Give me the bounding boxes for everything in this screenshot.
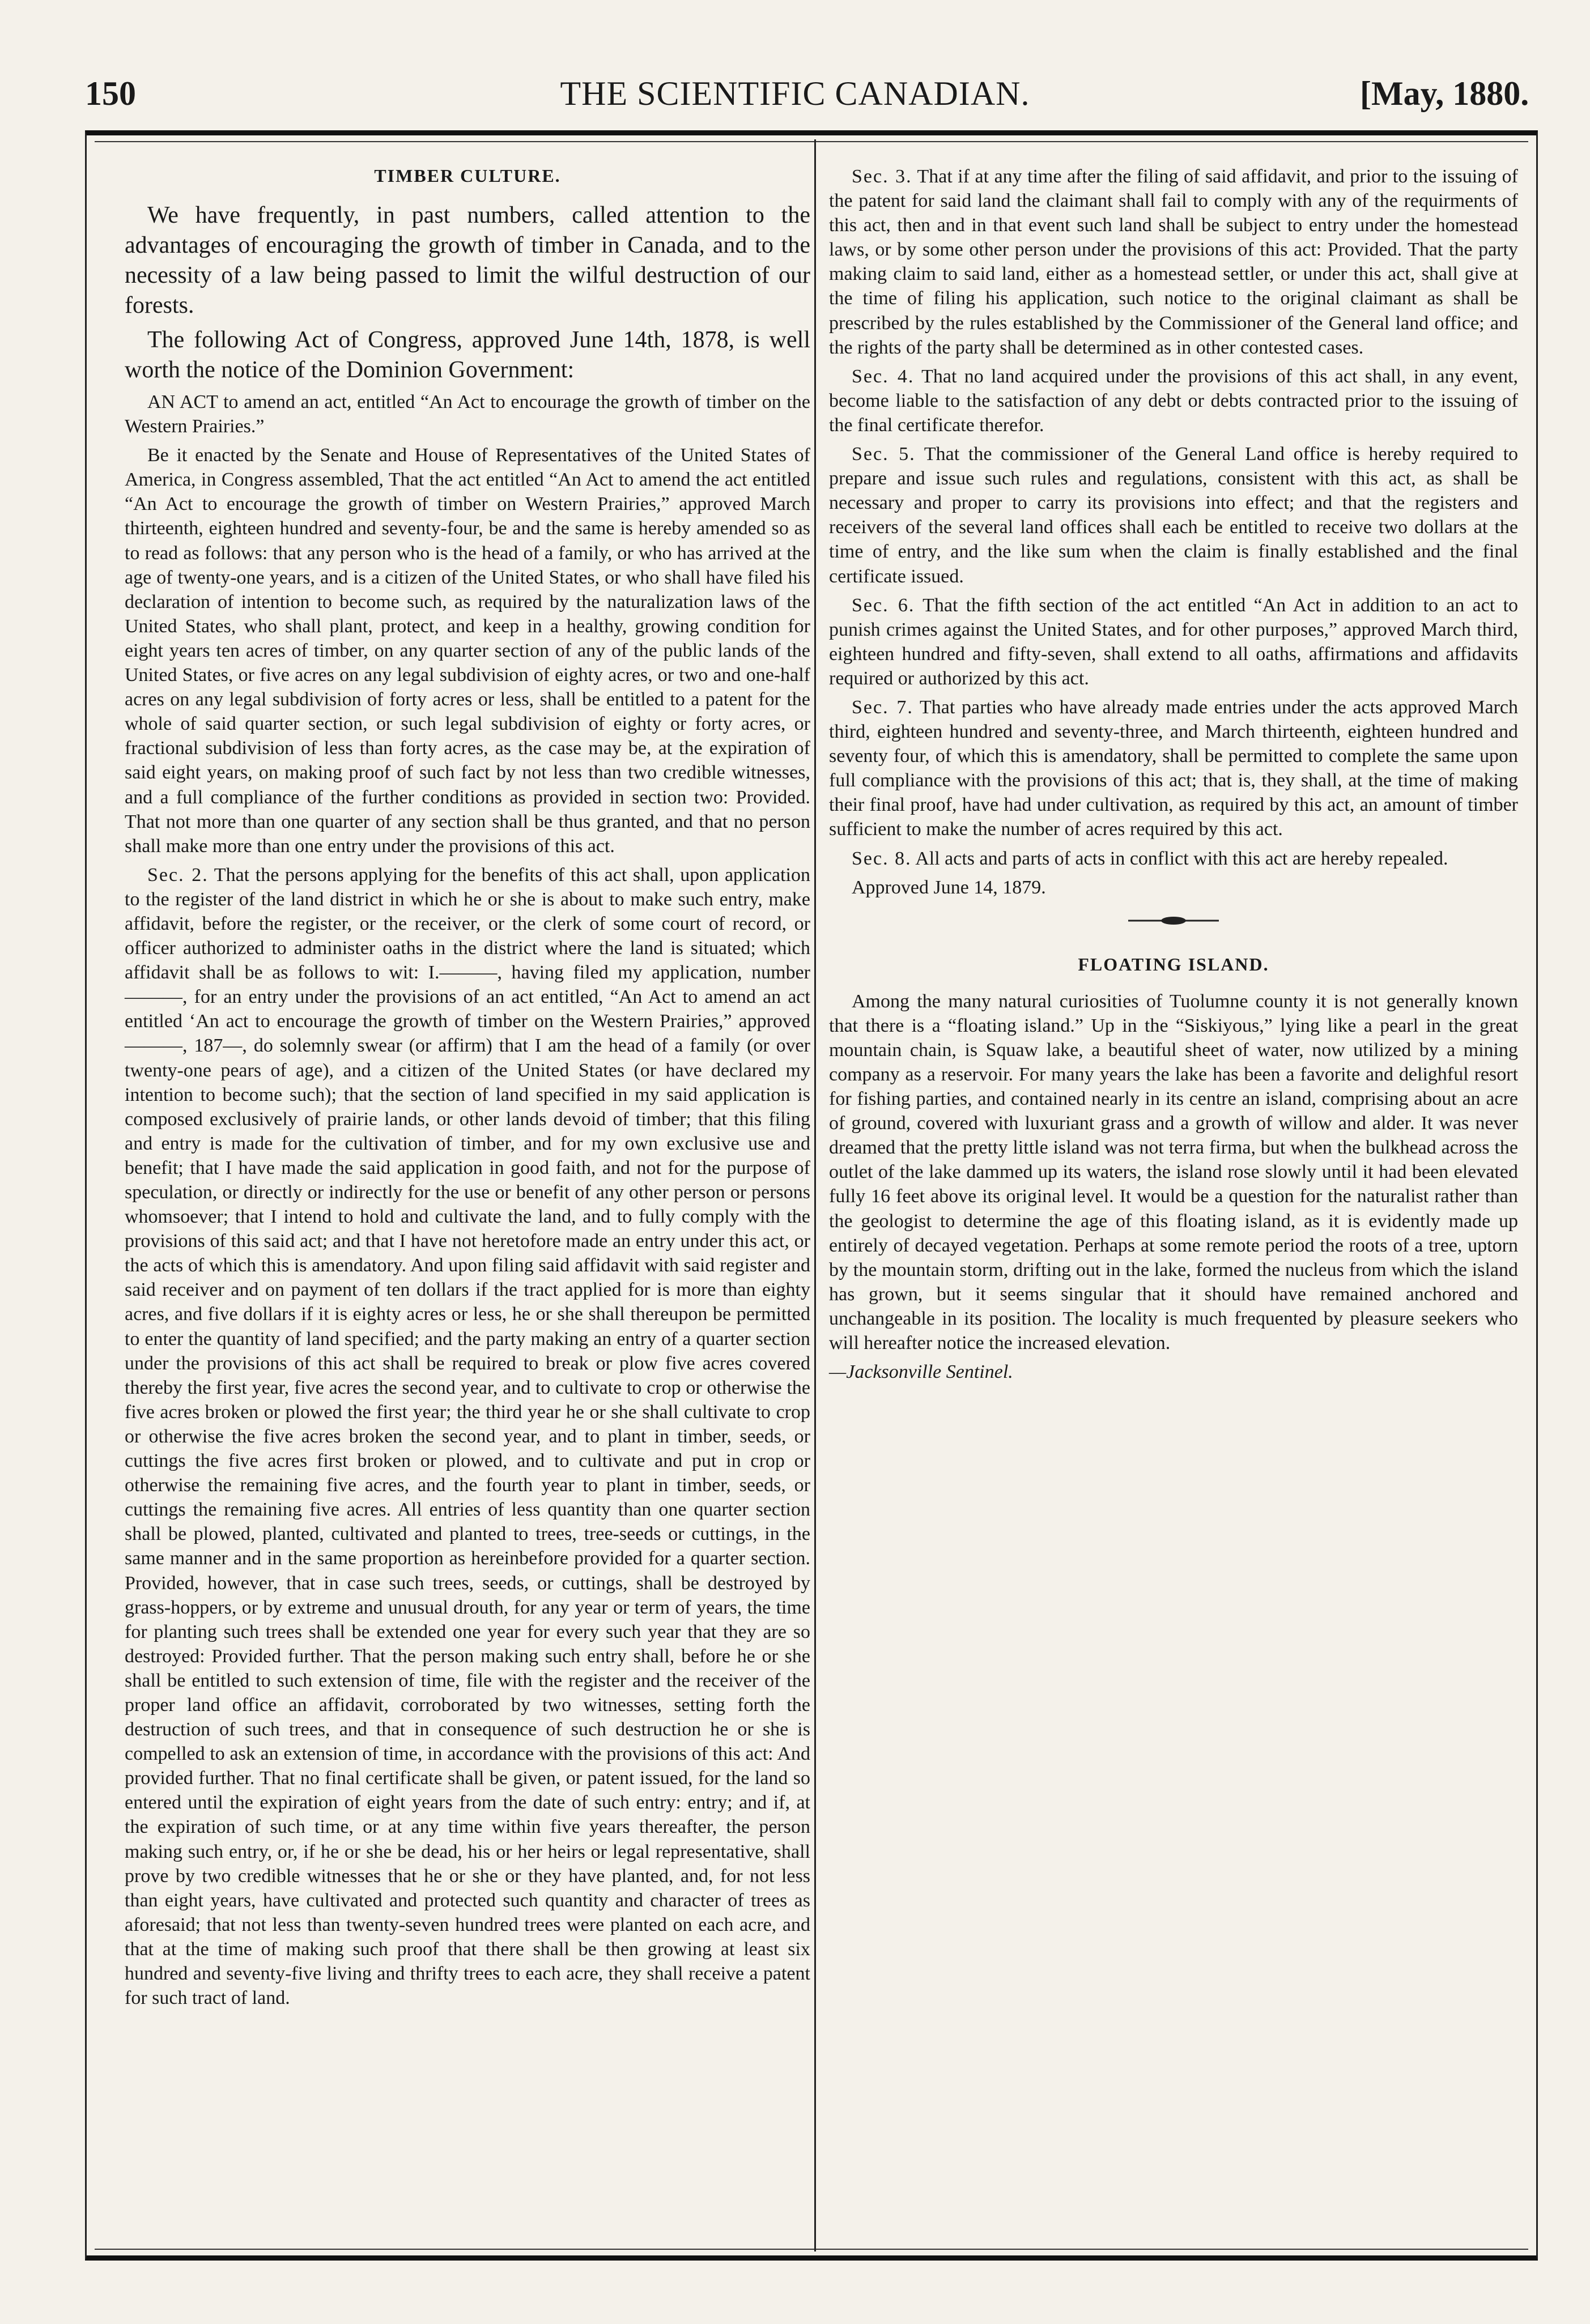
act-section-4 — [829, 364, 1518, 437]
section-5-label: Sec. 5. — [852, 444, 916, 465]
column-left — [125, 164, 810, 2015]
column-right — [829, 164, 1518, 1389]
act-section-2 — [125, 863, 810, 2010]
section-6-label: Sec. 6. — [852, 594, 915, 616]
section-8-label: Sec. 8. — [852, 848, 912, 869]
act-section-8 — [829, 846, 1518, 871]
page-header — [0, 0, 1590, 130]
section-5-text: That the commissioner of the General Land office is hereby required to prepare and issue such rules and regulations, consistent with this act, as shall be necessary and proper to carry its provisions into effect; and that the registers and receivers of the several land offices shall each be entitled to receive two dollars at the time of entry, and the like sum when the claim is finally established and the final certificate issued. — [829, 444, 1519, 587]
approved-date: Approved June 14, 1879. — [852, 876, 1046, 898]
act-section-6 — [829, 593, 1518, 691]
act-section-7 — [829, 695, 1518, 842]
section-2-text: That the persons applying for the benefits of this act shall, upon application to the register of the land district in which he or she is about to make such entry, make affidavit, before the register, or the receiver, or the clerk of some court of record, or officer authorized to administer oaths in the district where the land is situated; which affidavit shall be as follows to wit: I.———, having filed my application, number———, for an entry under the provisions of an act entitled, “An Act to amend an act entitled ‘An act to encourage the growth of timber on the Western Prairies,” approved———, 187—, do solemnly swear (or affirm) that I am the head of a family (or over twenty-one pears of age), and a citizen of the United States (or have declared my intention to become such); that the section of land specified in my said application is composed exclusively of prairie lands, or other lands devoid of timber; that this filing and entry is made for the cultivation of timber, and for my own exclusive use and benefit; that I have made the said application in good faith, and not for the purpose of speculation, or directly or indirectly for the use or benefit of any other person or persons whomsoever; that I intend to hold and cultivate the land, and to fully comply with the provisions of this said act; and that I have not heretofore made an entry under this act, or the acts of which this is amendatory. And upon filing said affidavit with said register and said receiver and on payment of ten dollars if the tract applied for is more than eighty acres, and five dollars if it is eighty acres or less, he or she shall thereupon be permitted to enter the quantity of land specified; and the party making an entry of a quarter section under the provisions of this act shall be required to break or plow five acres covered thereby the first year, five acres the second year, and to cultivate to crop or otherwise the five acres broken or plowed the first year; the third year he or she shall cultivate to crop or otherwise the five acres broken the second year, and to plant in timber, seeds, or cuttings the five acres first broken or plowed, and to cultivate and put in crop or otherwise the remaining five acres, and the fourth year to plant in timber, seeds, or cuttings the remaining five acres. All entries of less quantity than one quarter section shall be plowed, planted, cultivated and planted to trees, tree-seeds or cuttings, in the same manner and in the same proportion as hereinbefore provided for a quarter section. Provided, however, that in case such trees, seeds, or cuttings, shall be destroyed by grass-hoppers, or by extreme and unusual drouth, for any year or term of years, the time for planting such trees shall be extended one year for every such year that they are so destroyed: Provided further. That the person making such entry shall, before he or she shall be entitled to such extension of time, file with the register and the receiver of the proper land office an affidavit, corroborated by two witnesses, setting forth the destruction of such trees, and that in consequence of such destruction he or she is compelled to ask an extension of time, in accordance with the provisions of this act: And provided further. That no final certificate shall be given, or patent issued, for the land so entered until the expiration of eight years from the date of such entry: entry; and if, at the expiration of such time, or at any time within five years thereafter, the person making such entry, or, if he or she be dead, his or her heirs or legal representative, shall prove by two credible witnesses that he or she or they have planted, and, for not less than eight years, have cultivated and protected such quantity and character of trees as aforesaid; that not less than twenty-seven hundred trees were planted on each acre, and that at the time of making such proof that there shall be then growing at least six hundred and seventy-five living and thrifty trees to each acre, they shall receive a patent for such tract of land. — [125, 864, 811, 2009]
journal-title: THE SCIENTIFIC CANADIAN. — [560, 75, 1030, 112]
section-4-text: That no land acquired under the provisions of this act shall, in any event, become liable to the satisfaction of any debt or debts contracted prior to the issuing of the final certificate therefor. — [829, 365, 1519, 436]
section-3-label: Sec. 3. — [852, 166, 912, 187]
act-section-3 — [829, 164, 1518, 360]
ornament-divider — [829, 908, 1518, 930]
section-8-text: All acts and parts of acts in conflict with this act are hereby repealed. — [915, 848, 1448, 869]
act-title: AN ACT to amend an act, entitled “An Act to encourage the growth of timber on the Western Prairies.” — [125, 391, 810, 437]
column-divider — [814, 139, 816, 2251]
section-7-label: Sec. 7. — [852, 696, 913, 718]
section-7-text: That parties who have already made entries under the acts approved March third, eighteen hundred and seventy-three, and March thirteenth, eighteen hundred and seventy four, of which this is amendatory, shall be permitted to complete the same upon full compliance with the provisions of this act; that is, they shall, at the time of making their final proof, have had under cultivation, as required by this act, an amount of timber sufficient to make the number of acres required by this act. — [829, 696, 1519, 840]
floating-island-body: Among the many natural curiosities of Tuolumne county it is not generally known that there is a “floating island.” Up in the “Siskiyous,” lying like a pearl in the great mountain chain, is Squaw lake, a beautiful sheet of water, now utilized by a mining company as a reservoir. For many years the lake has been a favorite and delighful resort for fishing parties, and contained nearly in its centre an island, comprising about an acre of ground, covered with luxuriant grass and a growth of willow and alder. It was never dreamed that the pretty little island was not terra firma, but when the bulkhead across the outlet of the lake dammed up its waters, the island rose slowly until it had been elevated fully 16 feet above its original level. It would be a question for the naturalist rather than the geologist to determine the age of this floating island, as it is evidently made up entirely of decayed vegetation. Perhaps at some remote period the roots of a tree, uptorn by the mountain storm, drifting out in the lake, formed the nucleus from which the island has grown, but it seems singular that it should have remained anchored and unchangeable in its position. The locality is much frequented by pleasure seekers who will hereafter notice the increased elevation. — [829, 990, 1518, 1354]
section-2-label: Sec. 2. — [147, 864, 209, 886]
issue-date: [May, 1880. — [1360, 75, 1529, 112]
article-title-floating-island: FLOATING ISLAND. — [1078, 954, 1269, 974]
act-section-1: Be it enacted by the Senate and House of Representatives of the United States of America, in Congress assembled, That the act entitled “An Act to amend the act entitled “An Act to encourage the growth of timber on Western Prairies,” approved March thirteenth, eighteen hundred and seventy-four, be and the same is hereby amended so as to read as follows: that any person who is the head of a family, or who has arrived at the age of twenty-one years, and is a citizen of the United States, or who shall have filed his declaration of intention to become such, as required by the naturalization laws of the United States, who shall plant, protect, and keep in a healthy, growing condition for eight years ten acres of timber, on any quarter section of any of the public lands of the United States, or five acres on any legal subdivision of eighty acres, or two and one-half acres on any legal subdivision of forty acres or less, shall be entitled to a patent for the whole of said quarter section, or such legal subdivision of eighty or forty acres, or fractional subdivision of less than forty acres, as the case may be, at the expiration of said eight years, on making proof of such fact by not less than two credible witnesses, and a full compliance of the further conditions as provided in section two: Provided. That not more than one quarter of any section shall be thus granted, and that no person shall make more than one entry under the provisions of this act. — [125, 445, 810, 857]
article-title-timber: TIMBER CULTURE. — [374, 165, 561, 186]
section-4-label: Sec. 4. — [852, 365, 915, 387]
section-6-text: That the fifth section of the act entitled “An Act in addition to an act to punish crimes against the United States, and for other purposes,” approved March third, eighteen hundred and fifty-seven, shall extend to all oaths, affirmations and affidavits required or authorized by this act. — [829, 594, 1518, 689]
page-number: 150 — [85, 75, 136, 112]
act-section-5 — [829, 442, 1518, 589]
intro-paragraph-2: The following Act of Congress, approved June 14th, 1878, is well worth the notice of the Dominion Government: — [125, 327, 810, 383]
section-3-text: That if at any time after the filing of said affidavit, and prior to the issuing of the patent for said land the claimant shall fail to comply with any of the requirments of this act, then and in that event such land shall be subject to entry under the homestead laws, or by some other person under the provisions of this act: Provided. That the party making claim to said land, either as a homestead settler, or under this act, shall give at the time of filing his application, such notice to the original claimant as shall be prescribed by the rules established by the Commissioner of the General land office; and the rights of the party shall be determined as in other contested cases. — [829, 166, 1519, 358]
intro-paragraph-1: We have frequently, in past numbers, called attention to the advantages of encouraging the growth of timber in Canada, and to the necessity of a law being passed to limit the wilful destruction of our forests. — [125, 202, 810, 318]
floating-island-source: —Jacksonville Sentinel. — [829, 1361, 1013, 1383]
ornament-divider-icon — [1128, 915, 1219, 926]
